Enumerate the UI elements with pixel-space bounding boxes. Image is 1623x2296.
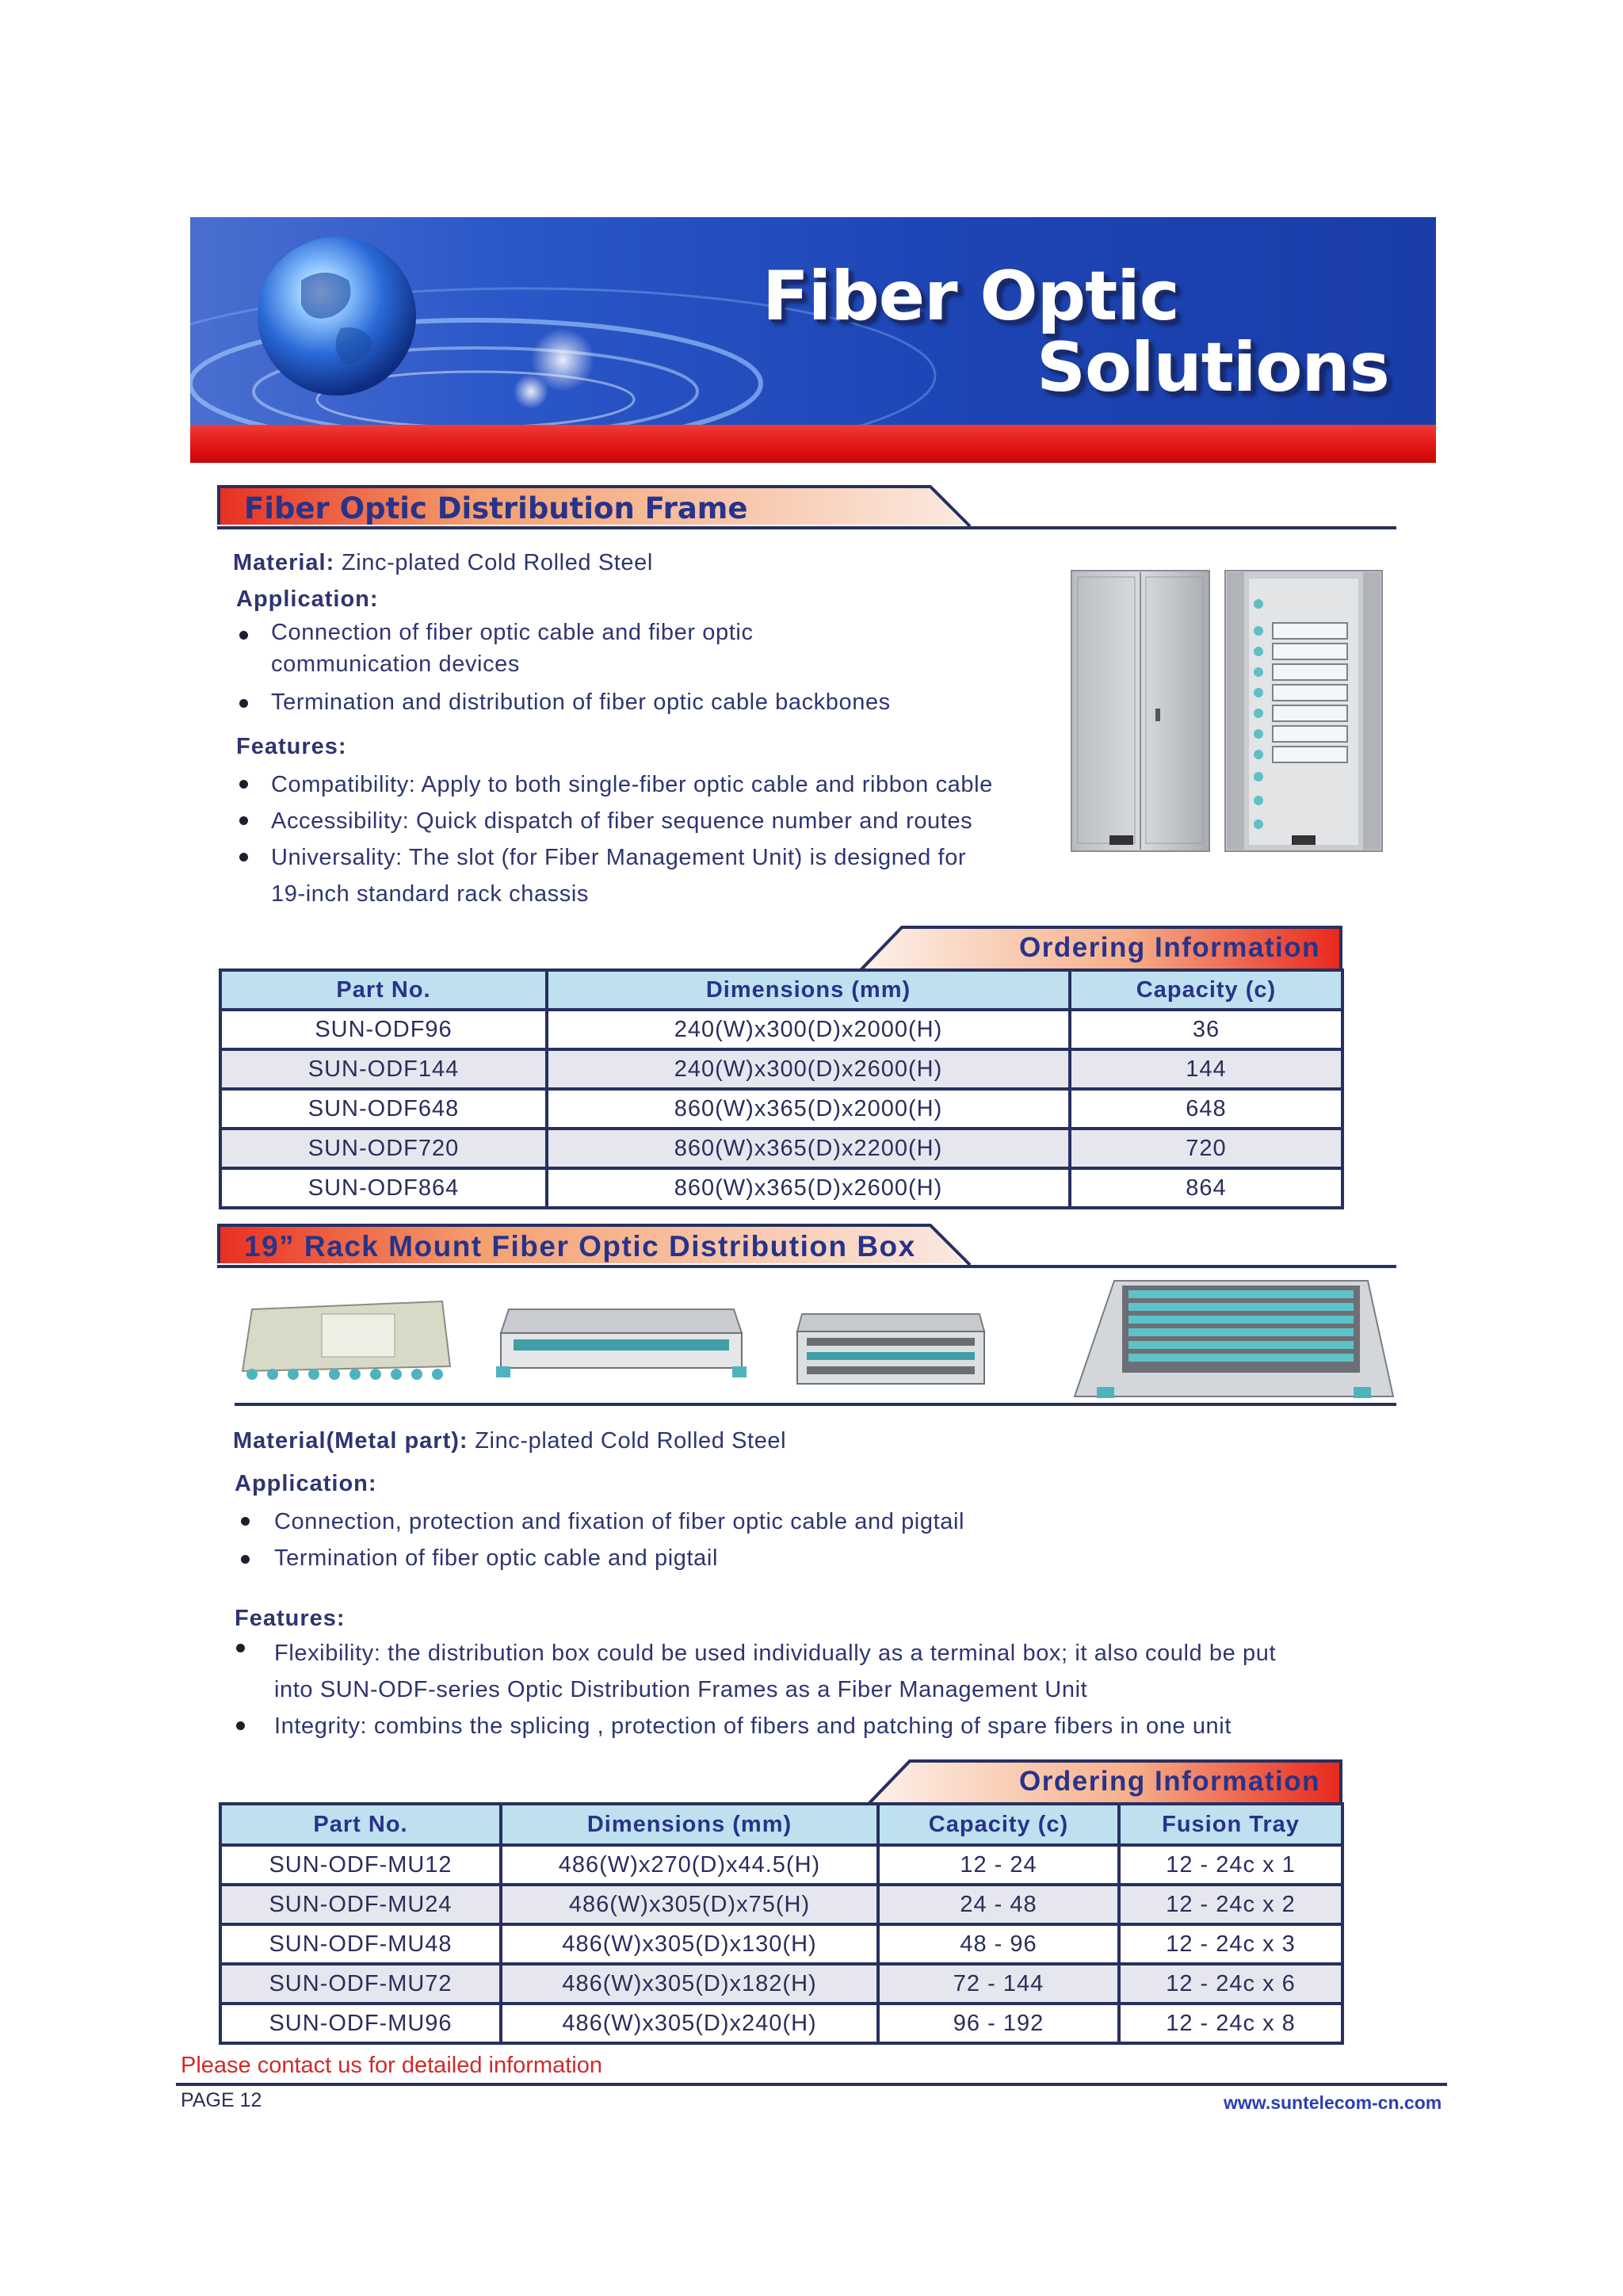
table-cell: 860(W)x365(D)x2000(H)	[547, 1089, 1070, 1129]
rack-ordering-tab	[867, 1759, 1342, 1804]
table-cell: SUN-ODF864	[220, 1168, 547, 1208]
odf-feature-3: Universality: The slot (for Fiber Management Unit) is designed for	[271, 845, 967, 870]
table-row	[220, 1049, 1342, 1089]
odf-features-label: Features:	[236, 734, 347, 759]
table-cell: 486(W)x305(D)x240(H)	[501, 2004, 878, 2043]
table-header-cell: Part No.	[220, 1804, 501, 1845]
banner-red-stripe	[190, 425, 1436, 463]
table-cell: SUN-ODF96	[220, 1010, 547, 1049]
bullet-icon	[239, 853, 248, 861]
table-cell: 72 - 144	[878, 1964, 1119, 2004]
table-row	[220, 1010, 1342, 1049]
contact-note: Please contact us for detailed information	[181, 2053, 602, 2078]
odf-material-line	[233, 550, 653, 576]
table-cell: SUN-ODF-MU96	[220, 2004, 501, 2043]
table-header-cell: Dimensions (mm)	[501, 1804, 878, 1845]
bullet-icon	[241, 1555, 250, 1564]
table-cell: 240(W)x300(D)x2600(H)	[547, 1049, 1070, 1089]
bullet-icon	[239, 816, 248, 825]
rack-material-line	[233, 1428, 786, 1454]
distribution-frame-photo	[1070, 569, 1384, 854]
table-row	[220, 2004, 1342, 2043]
table-cell: SUN-ODF-MU72	[220, 1964, 501, 2004]
table-cell: 36	[1070, 1010, 1342, 1049]
bullet-icon	[236, 1644, 245, 1652]
rack-feature-1-cont: into SUN-ODF-series Optic Distribution Frames as a Fiber Management Unit	[274, 1677, 1088, 1702]
table-cell: 648	[1070, 1089, 1342, 1129]
page-banner	[190, 217, 1436, 463]
rack-feature-1: Flexibility: the distribution box could be used individually as a terminal box; it also could be put	[274, 1641, 1277, 1666]
table-header-row	[220, 970, 1342, 1010]
table-cell: 486(W)x305(D)x182(H)	[501, 1964, 878, 2004]
table-row	[220, 1129, 1342, 1168]
rack-features-label: Features:	[235, 1606, 346, 1631]
banner-title-line2: Solutions	[1037, 328, 1389, 407]
table-cell: 48 - 96	[878, 1924, 1119, 1964]
table-row	[220, 1089, 1342, 1129]
rack-application-label: Application:	[235, 1471, 377, 1496]
banner-title-line1: Fiber Optic	[762, 257, 1179, 336]
table-cell: 12 - 24	[878, 1845, 1119, 1885]
odf-application-label: Application:	[236, 586, 379, 612]
table-header-cell: Dimensions (mm)	[547, 970, 1070, 1010]
table-header-cell: Capacity (c)	[878, 1804, 1119, 1845]
footer-divider	[176, 2083, 1447, 2086]
table-cell: 12 - 24c x 2	[1119, 1885, 1342, 1924]
table-header-cell: Capacity (c)	[1070, 970, 1342, 1010]
table-cell: 144	[1070, 1049, 1342, 1089]
table-cell: SUN-ODF-MU24	[220, 1885, 501, 1924]
section-heading-odf	[217, 485, 1396, 533]
table-cell: 240(W)x300(D)x2000(H)	[547, 1010, 1070, 1049]
table-cell: 486(W)x305(D)x130(H)	[501, 1924, 878, 1964]
odf-application-2: Termination and distribution of fiber optic cable backbones	[271, 690, 891, 715]
table-cell: 864	[1070, 1168, 1342, 1208]
table-cell: 860(W)x365(D)x2200(H)	[547, 1129, 1070, 1168]
table-cell: 12 - 24c x 6	[1119, 1964, 1342, 2004]
bullet-icon	[236, 1721, 245, 1730]
rack-application-2: Termination of fiber optic cable and pigtail	[274, 1545, 718, 1571]
table-cell: 486(W)x270(D)x44.5(H)	[501, 1845, 878, 1885]
table-row	[220, 1845, 1342, 1885]
table-row	[220, 1885, 1342, 1924]
ordering-tab-label: Ordering Information	[1019, 932, 1320, 963]
table-header-row	[220, 1804, 1342, 1845]
material-label: Material(Metal part):	[233, 1428, 468, 1454]
material-label: Material:	[233, 550, 335, 575]
table-header-cell: Part No.	[220, 970, 547, 1010]
table-cell: 96 - 192	[878, 2004, 1119, 2043]
material-value: Zinc-plated Cold Rolled Steel	[341, 550, 653, 575]
bullet-icon	[241, 1517, 250, 1526]
table-cell: 24 - 48	[878, 1885, 1119, 1924]
rack-box-photos	[235, 1278, 1396, 1406]
table-cell: 486(W)x305(D)x75(H)	[501, 1885, 878, 1924]
table-cell: 12 - 24c x 8	[1119, 2004, 1342, 2043]
material-value: Zinc-plated Cold Rolled Steel	[475, 1428, 787, 1454]
odf-feature-2: Accessibility: Quick dispatch of fiber sequence number and routes	[271, 808, 973, 834]
odf-feature-1: Compatibility: Apply to both single-fiber optic cable and ribbon cable	[271, 772, 993, 797]
rack-2u-photo	[797, 1314, 984, 1384]
bullet-icon	[239, 631, 248, 640]
ordering-tab-label: Ordering Information	[1019, 1766, 1320, 1797]
rack-tray-photo	[242, 1301, 450, 1380]
page-number: PAGE 12	[181, 2089, 262, 2111]
section-title: 19” Rack Mount Fiber Optic Distribution Box	[244, 1230, 916, 1263]
odf-application-1: Connection of fiber optic cable and fiber optic	[271, 620, 754, 645]
section-title: Fiber Optic Distribution Frame	[244, 491, 748, 525]
rack-1u-photo	[496, 1309, 747, 1377]
rack-ordering-table	[219, 1802, 1344, 2045]
odf-feature-3-cont: 19-inch standard rack chassis	[271, 881, 590, 907]
table-row	[220, 1924, 1342, 1964]
table-header-cell: Fusion Tray	[1119, 1804, 1342, 1845]
table-cell: SUN-ODF-MU12	[220, 1845, 501, 1885]
table-row	[220, 1168, 1342, 1208]
odf-application-1-cont: communication devices	[271, 651, 521, 677]
rack-application-1: Connection, protection and fixation of fiber optic cable and pigtail	[274, 1509, 965, 1534]
bullet-icon	[239, 780, 248, 789]
table-cell: 12 - 24c x 3	[1119, 1924, 1342, 1964]
table-cell: SUN-ODF144	[220, 1049, 547, 1089]
website-link[interactable]: www.suntelecom-cn.com	[1224, 2092, 1442, 2113]
table-cell: SUN-ODF720	[220, 1129, 547, 1168]
section-heading-rack	[217, 1224, 1396, 1271]
bullet-icon	[239, 699, 248, 708]
odf-ordering-table	[219, 968, 1344, 1209]
table-cell: 720	[1070, 1129, 1342, 1168]
rack-feature-2: Integrity: combins the splicing , protection of fibers and patching of spare fibers in one unit	[274, 1713, 1232, 1739]
table-row	[220, 1964, 1342, 2004]
rack-large-photo	[1075, 1281, 1393, 1398]
table-cell: SUN-ODF648	[220, 1089, 547, 1129]
odf-ordering-tab	[859, 926, 1342, 970]
table-cell: SUN-ODF-MU48	[220, 1924, 501, 1964]
table-cell: 12 - 24c x 1	[1119, 1845, 1342, 1885]
globe-icon	[258, 237, 416, 395]
table-cell: 860(W)x365(D)x2600(H)	[547, 1168, 1070, 1208]
